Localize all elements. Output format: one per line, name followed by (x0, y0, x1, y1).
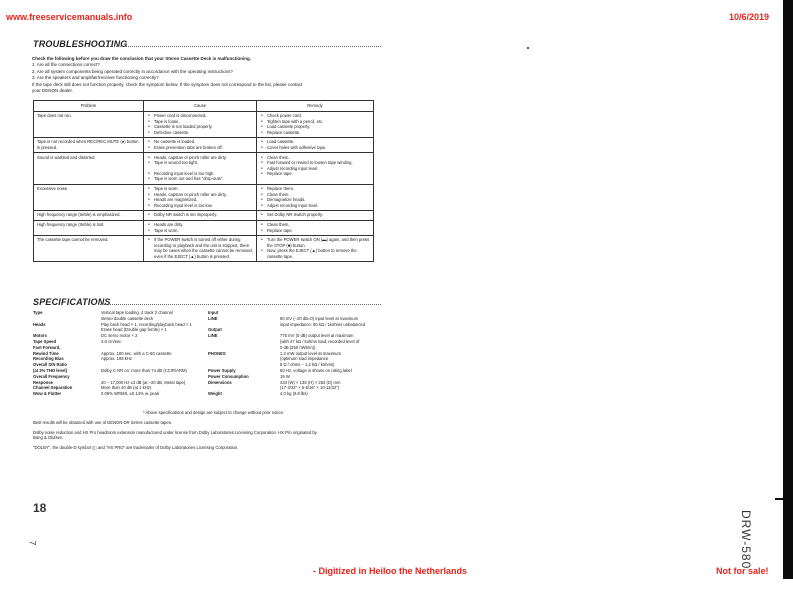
problem-cell: High frequency range (treble) is lost. (34, 220, 144, 235)
cause-cell (144, 210, 257, 220)
print-date: 10/6/2019 (729, 12, 770, 22)
spec-label: LINE (208, 315, 218, 321)
remedy-item: ● Clean them. (260, 192, 370, 198)
intro-item: 2. Are all system components being operated correctly in accordance with the operating instructions? (32, 68, 233, 74)
remedy-item: ● Replace tape. (260, 228, 370, 234)
cause-cell (144, 220, 257, 235)
remedy-item: ● Tighten tape with a pencil, etc. (260, 119, 370, 125)
spec-footnote: * Above specifications and design are subject to change without prior notice. (143, 410, 285, 415)
note-dolby-cont: Bang & Olufsen. (33, 435, 64, 441)
digitized-credit: - Digitized in Heiloo the Netherlands (313, 566, 468, 576)
not-for-sale-notice: Not for sale! (716, 566, 769, 576)
remedy-item: ● Clean them. (260, 222, 370, 228)
cause-item: ● Tape is wound too tight. (147, 160, 253, 166)
spec-label: Type (33, 310, 43, 315)
cause-item: ● Dolby NR switch is set improperly. (147, 212, 253, 218)
remedy-item: ● Replace tape. (260, 171, 370, 177)
header-remedy: Remedy (257, 101, 374, 112)
edge-tick-mark (775, 498, 783, 500)
table-row (34, 184, 374, 210)
remedy-cell (257, 153, 374, 184)
remedy-cell (257, 137, 374, 152)
page-number: 18 (33, 501, 47, 515)
cause-item: ● Power cord is disconnected. (147, 113, 253, 119)
troubleshooting-title: TROUBLESHOOTING (33, 39, 128, 49)
note-dolby: Dolby noise reduction and HX Pro headroom extension manufactured under license from Dolby Laboratories Licensing Corporation. HX Pro originated by (33, 429, 317, 435)
problem-cell: Tape does not run. (34, 111, 144, 137)
table-row (34, 111, 374, 137)
spec-value: 0 dB (250 nWb/m)) (280, 344, 316, 350)
cause-item: ● Heads are dirty. (147, 222, 253, 228)
specification-notes (33, 410, 383, 455)
spec-value: 4.8 cm/sec (101, 338, 122, 344)
spec-label: Overall Frequency (33, 373, 70, 379)
problem-cell: The cassette tape cannot be removed. (34, 235, 144, 261)
spec-value: Vertical tape loading, 4 track 2 channel (101, 310, 173, 315)
problem-cell: High frequency range (treble) is emphasized. (34, 210, 144, 220)
spec-label: Fast Forward, (33, 344, 61, 350)
cause-item: ● Heads are magnetized. (147, 197, 253, 203)
note-trademark: "DOLBY", the double-D symbol ▯▯ and "HX PRO" are trademarks of Dolby Laboratories Licensing Corporation. (33, 445, 239, 451)
site-url[interactable]: www.freeservicemanuals.info (6, 12, 133, 22)
troubleshooting-rule (103, 46, 381, 47)
cause-item: ● Tape is worn. (147, 228, 253, 234)
remedy-item: ● Replace them. (260, 186, 370, 192)
spec-value: Play back head × 1, recording/playback head × 1 (101, 321, 192, 327)
corner-mark: 7 (27, 540, 38, 546)
remedy-item: ● Clean them. (260, 155, 370, 161)
spec-value: Approx. 105 kHz (101, 356, 132, 362)
cause-cell (144, 235, 257, 261)
page-edge-bar (783, 0, 793, 579)
remedy-cell (257, 111, 374, 137)
table-row (34, 235, 374, 261)
spec-value: 0.06% WRMS, ±0.14% w. peak (101, 391, 160, 397)
cause-item: ● Recording input level is too high. (147, 171, 253, 177)
cause-item: ● No cassette is loaded. (147, 139, 253, 145)
spec-label: Dimensions (208, 379, 232, 385)
remedy-item: ● Adjust recording input level. (260, 203, 370, 209)
spec-label: Input (208, 310, 219, 315)
spec-value: input impedance: 50 kΩ / 1kohms unbalanced (280, 321, 366, 327)
cause-item: ● Heads, capstan or pinch roller are dirty. (147, 155, 253, 161)
spec-left-labels (33, 310, 72, 397)
specifications-rule (98, 304, 381, 305)
spec-value: (optimum load impedance (280, 356, 329, 362)
spec-value: Dolby C NR on: more than 74 dB (CCIR/ARM) (101, 367, 187, 373)
cause-item: ● Tape is loose. (147, 119, 253, 125)
spec-right-values (280, 310, 365, 397)
cause-item: ● Heads, capstan or pinch roller are dirty. (147, 192, 253, 198)
spec-value: (with 47 kΩ / kohms load, recorded level of (280, 338, 360, 344)
spec-value: 775 mV (0 dB) output level at maximum (280, 333, 354, 339)
spec-value: 8 Ω / ohms – 1.2 kΩ / kohms) (280, 362, 335, 368)
specifications-title: SPECIFICATIONS (33, 297, 111, 307)
remedy-item: ● Set Dolby NR Switch properly. (260, 212, 370, 218)
remedy-item: ● Check power cord. (260, 113, 370, 119)
spec-value: 20 – 17,000 Hz ±3 dB (at –20 dB, Metal tape) (101, 379, 186, 385)
cause-item: ● Tape is worn out and has "drop-outs". (147, 176, 253, 182)
spec-value: 60 Hz, voltage is shown on rating label (280, 367, 352, 373)
remedy-cell (257, 235, 374, 261)
spec-label: Heads (33, 321, 46, 327)
spec-value: Approx. 100 sec. with a C-60 cassette (101, 350, 172, 356)
spec-value: 80 mV (–20 dB=0) input level at maximum (280, 315, 359, 321)
spec-label: Rewind Time (33, 350, 59, 356)
spec-label: LINE (208, 333, 218, 339)
remedy-item: ● Demagnetize heads. (260, 197, 370, 203)
table-row (34, 220, 374, 235)
spec-label: Recording Bias (33, 356, 64, 362)
cause-cell (144, 137, 257, 152)
model-number-vertical: DRW-580 (739, 510, 753, 570)
remedy-item: ● Load cassette. (260, 139, 370, 145)
spec-label: PHONES (208, 350, 226, 356)
table-row (34, 153, 374, 184)
intro-item: 1. Are all the connections correct? (32, 62, 100, 68)
cause-cell (144, 111, 257, 137)
spec-value: Erase head (Double gap ferrite) × 1 (101, 327, 167, 333)
cause-item: ● If the POWER switch is turned off either during recording or playback and the unit is stopped, there may be cases when the cassette cannot be removed, even if the EJECT (▲) button is pressed. (147, 237, 253, 259)
spec-left-values (101, 310, 192, 397)
remedy-item: ● Now, press the EJECT (▲) button to remove the cassette tape. (260, 248, 370, 259)
spec-label: Weight (208, 391, 222, 397)
spec-value: (17-3/32" × 5-5/16" × 10-11/32") (280, 385, 340, 391)
cause-item: ● Tape is worn. (147, 186, 253, 192)
spec-value: 19 W (280, 373, 290, 379)
spec-label: Output (208, 327, 222, 333)
remedy-item: ● Cover holes with adhesive tape. (260, 145, 370, 151)
spec-value: 434 (W) × 135 (H) × 263 (D) mm (280, 379, 341, 385)
spec-label: (at 3% THD level) (33, 367, 67, 373)
spec-value: More than 40 dB (at 1 kHz) (101, 385, 152, 391)
header-problem: Problem (34, 101, 144, 112)
spec-value: 1.2 mW output level at maximum (280, 350, 341, 356)
spec-right-labels (208, 310, 249, 397)
scan-speck (527, 47, 529, 49)
intro-item: 3. Are the speakers and amplifier/receiver functioning correctly? (32, 75, 159, 81)
header-cause: Cause (144, 101, 257, 112)
spec-label: Power Consumption (208, 373, 249, 379)
troubleshooting-intro (32, 56, 382, 94)
problem-cell: Tape is not recorded when REC/REC MUTE (●) button is pressed. (34, 137, 144, 152)
cause-item: ● Cassette is not loaded properly. (147, 124, 253, 130)
remedy-item: ● Replace cassette. (260, 130, 370, 136)
cause-item: ● Erase prevention tabs are broken off. (147, 145, 253, 151)
cause-cell (144, 153, 257, 184)
remedy-cell (257, 210, 374, 220)
table-row (34, 137, 374, 152)
spec-value: stereo double cassette deck (101, 315, 154, 321)
problem-cell: Sound is warbled and distorted. (34, 153, 144, 184)
note-best-results: Best results will be obtained with use of DENON DR Series cassette tapes. (33, 419, 172, 425)
problem-cell: Excessive noise. (34, 184, 144, 210)
spec-label: Response (33, 379, 54, 385)
cause-cell (144, 184, 257, 210)
intro-tail: If the tape deck still does not function properly, check the symptom below. If the symptom does not correspond to the list, please contact (32, 81, 303, 87)
intro-tail: your DENON dealer. (32, 88, 74, 94)
intro-lead: Check the following before you draw the conclusion that your Stereo Cassette Deck is malfunctioning. (32, 56, 252, 61)
cause-item: ● Recording input level is too low. (147, 203, 253, 209)
cause-item: ● Defective cassette. (147, 130, 253, 136)
spec-label: Tape Speed (33, 338, 57, 344)
spec-label: Overall S/N Ratio (33, 362, 67, 368)
remedy-item: ● Fast forward or rewind to loosen tape winding. (260, 160, 370, 166)
remedy-item: ● Adjust recording input level. (260, 166, 370, 172)
remedy-cell (257, 220, 374, 235)
remedy-item: ● Turn the POWER switch ON (▬) again, and then press the STOP (■) button. (260, 237, 370, 248)
troubleshooting-table (33, 100, 374, 262)
spec-label: Motors (33, 333, 47, 339)
spec-label: Power Supply (208, 367, 236, 373)
spec-label: Wow & Flutter (33, 391, 62, 397)
spec-value: 4.0 kg (9.8 lbs) (280, 391, 308, 397)
remedy-item: ● Load cassette properly. (260, 124, 370, 130)
spec-label: Channel Separation (33, 385, 73, 391)
table-row (34, 210, 374, 220)
spec-value: DC servo motor × 2 (101, 333, 138, 339)
remedy-cell (257, 184, 374, 210)
table-header-row (34, 101, 374, 112)
